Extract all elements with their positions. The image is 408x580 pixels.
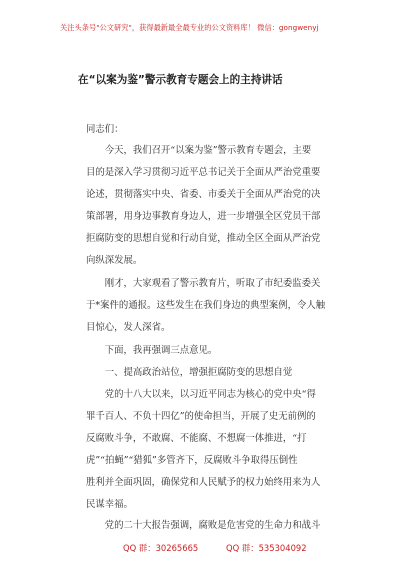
text-line: 今天，我们召开“以案为鉴”警示教育专题会，主要: [104, 145, 312, 156]
paragraph-review: [86, 273, 326, 339]
salutation: 同志们：: [86, 124, 124, 135]
text-line: 民谋幸福。: [86, 499, 133, 510]
text-line: 胜利并全面巩固，确保党和人民赋予的权力始终用来为人: [86, 477, 321, 488]
text-line: 刚才，大家观看了警示教育片，听取了市纪委监委关: [104, 278, 321, 289]
text-line: 反腐败斗争，不敢腐、不能腐、不想腐一体推进，“打: [86, 433, 307, 444]
text-line: 拒腐防变的思想自觉和行动自觉，推动全区全面从严治党: [86, 233, 321, 244]
text-line: 于*案件的通报。这些发生在我们身边的典型案例，令人触: [86, 300, 326, 311]
paragraph-report: [86, 515, 326, 537]
qq-group-2: QQ 群：535304092: [226, 543, 307, 553]
text-line: 党的二十大报告强调，腐败是危害党的生命力和战斗: [104, 520, 321, 531]
text-line: 策部署，用身边事教育身边人，进一步增强全区党员干部: [86, 211, 321, 222]
text-line: 党的十八大以来，以习近平同志为核心的党中央“得: [104, 389, 316, 400]
text-line: 一、提高政治站位，增强拒腐防变的思想自觉: [104, 367, 293, 378]
paragraph-intro: [86, 140, 326, 272]
text-line: 论述，贯彻落实中央、省委、市委关于全面从严治党的决: [86, 189, 321, 200]
text-line: 向纵深发展。: [86, 255, 143, 266]
text-line: 目的是深入学习贯彻习近平总书记关于全面从严治党重要: [86, 167, 321, 178]
section-heading: [86, 362, 326, 384]
text-line: 目惊心，发人深省。: [86, 322, 171, 333]
header-banner: 关注头条号"公文研究"，获得最新最全最专业的公文资料库！ 微信：gongwenyj: [60, 23, 319, 32]
paragraph-background: [86, 384, 326, 516]
text-line: 罪千百人、不负十四亿”的使命担当，开展了史无前例的: [86, 411, 316, 422]
text-line: 虎”“拍蝇”“猎狐”多管齐下，反腐败斗争取得压倒性: [86, 455, 298, 466]
paragraph-transition: [86, 340, 326, 362]
text-line: 下面，我再强调三点意见。: [104, 345, 218, 356]
qq-group-1: QQ 群：30265665: [123, 543, 199, 553]
document-title: 在“以案为鉴”警示教育专题会上的主持讲话: [78, 74, 283, 86]
